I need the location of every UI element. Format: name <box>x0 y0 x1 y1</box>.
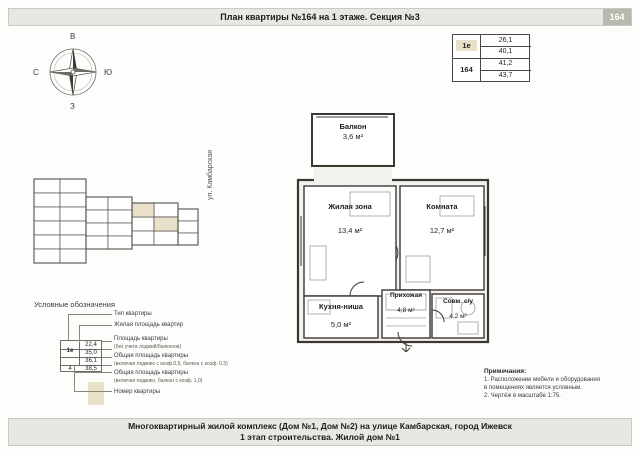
notes-line-3: 2. Чертёж в масштабе 1:75. <box>484 393 561 400</box>
room-area: 5,0 м² <box>330 320 352 330</box>
room-name: Совм. с/у <box>442 298 474 305</box>
apartment-code-badge: 164 <box>603 9 631 25</box>
room-area: 4,8 м² <box>397 306 415 314</box>
legend-item-5: Номер квартиры <box>114 389 161 395</box>
legend-item-3-sub: (включая лоджию с коэф.0,5, балкон с коэф. 0,3) <box>114 361 228 367</box>
legend-item-4: Общая площадь квартиры <box>114 370 189 376</box>
room-name: Прихожая <box>389 292 423 299</box>
area-value-living: 26,1 <box>498 37 513 44</box>
legend-item-2-sub: (без учета лоджий/балконов) <box>114 344 182 350</box>
room-area: 12,7 м² <box>429 226 455 236</box>
building-key-plan <box>30 175 210 280</box>
legend-sample-value-1: 35,0 <box>85 350 97 356</box>
room-label-room <box>400 202 484 236</box>
compass-label-east: Ю <box>104 68 113 77</box>
compass-rose <box>30 32 116 112</box>
room-name: Кухня-ниша <box>319 302 363 311</box>
legend-sample-box <box>60 340 102 372</box>
room-label-living-zone <box>306 202 394 236</box>
footer-title-line-2: 1 этап строительства. Жилой дом №1 <box>240 432 400 442</box>
legend-sample-value-3: 38,5 <box>85 366 97 372</box>
apartment-type-tag: 1е <box>456 40 477 51</box>
room-name: Жилая зона <box>328 202 372 211</box>
footer-bar <box>8 418 632 446</box>
legend-block <box>34 300 264 410</box>
legend-sample-type: 1е <box>66 348 74 354</box>
room-name: Балкон <box>339 122 367 131</box>
legend-sample-number: 4 <box>68 366 72 372</box>
legend-item-0: Тип квартиры <box>114 311 152 317</box>
header-bar <box>8 8 632 26</box>
room-label-kitchen-niche <box>304 302 378 330</box>
room-label-bathroom <box>432 298 484 322</box>
legend-item-3: Общая площадь квартиры <box>114 353 189 359</box>
room-area: 13,4 м² <box>337 226 363 236</box>
street-name-label: ул. Камбарская <box>207 149 214 200</box>
apartment-number-tag: 164 <box>460 65 473 74</box>
room-area: 3,6 м² <box>342 132 364 142</box>
footer-title-line-1: Многоквартирный жилой комплекс (Дом №1, Дом №2) на улице Камбарская, город Ижевск <box>128 420 512 431</box>
apartment-plan-drawing <box>290 96 500 352</box>
legend-sample-value-2: 36,1 <box>85 358 97 364</box>
notes-line-1: 1. Расположение мебели и оборудования <box>484 377 600 383</box>
room-name: Комната <box>426 202 458 211</box>
legend-item-4-sub: (включая лоджию, балкон с коэф. 1,0) <box>114 378 203 384</box>
room-area: 4,2 м² <box>449 312 467 320</box>
notes-title: Примечания: <box>484 368 527 375</box>
area-value-flat: 40,1 <box>498 48 513 55</box>
legend-item-1: Жилая площадь квартир <box>114 322 184 328</box>
legend-sample-value-0: 22,4 <box>85 342 97 348</box>
area-value-total-coef: 41,2 <box>498 60 513 67</box>
page-title: План квартиры №164 на 1 этаже. Секция №3 <box>220 12 420 22</box>
room-label-hallway <box>382 292 430 316</box>
legend-title: Условные обозначения <box>34 300 116 309</box>
area-value-total-full: 43,7 <box>498 72 513 79</box>
legend-item-2: Площадь квартиры <box>114 336 168 342</box>
compass-label-south: З <box>70 102 75 111</box>
compass-label-north: В <box>70 32 76 41</box>
compass-label-west: С <box>33 68 39 77</box>
apartment-area-table <box>452 34 530 82</box>
notes-block <box>484 368 634 400</box>
legend-sample-type-fill <box>88 382 104 405</box>
room-label-balcony <box>310 122 396 142</box>
notes-line-2: в помещениях является условным. <box>484 385 582 392</box>
